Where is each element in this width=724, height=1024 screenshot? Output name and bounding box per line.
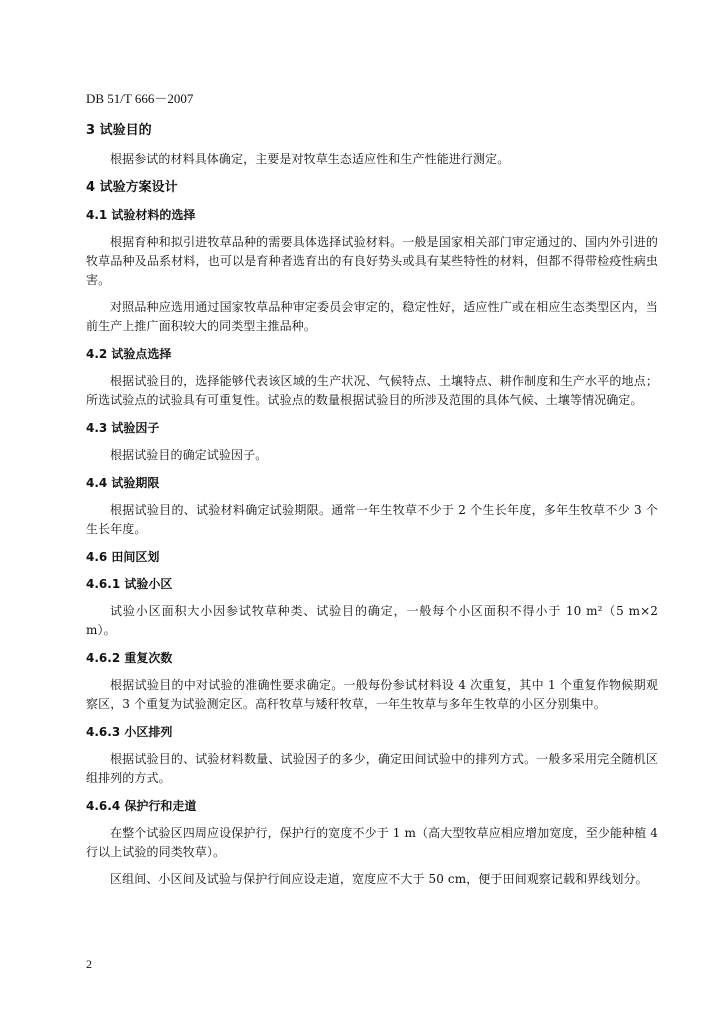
subsection-heading: 4.6.1 试验小区 [86, 577, 173, 591]
paragraph: 根据参试的材料具体确定，主要是对牧草生态适应性和生产性能进行测定。 [110, 152, 510, 166]
paragraph: 根据试验目的，选择能够代表该区域的生产状况、气候特点、土壤特点、耕作制度和生产水平的地点；所选试验点的试验具有可重复性。试验点的数量根据试验目的所涉及范围的具体气候、土壤等情况确定。 [86, 374, 658, 407]
paragraph: 根据试验目的中对试验的准确性要求确定。一般每份参试材料设 4 次重复，其中 1 个重复作物候期观察区，3 个重复为试验测定区。高秆牧草与矮秆牧草，一年生牧草与多年生牧草的小区分别集中。 [86, 678, 658, 711]
paragraph: 根据试验目的、试验材料数量、试验因子的多少，确定田间试验中的排列方式。一般多采用完全随机区组排列的方式。 [86, 752, 658, 785]
paragraph: 试验小区面积大小因参试牧草种类、试验目的确定，一般每个小区面积不得小于 10 m²（5 m×2 m）。 [86, 604, 658, 637]
subsection-heading: 4.6.4 保护行和走道 [86, 799, 197, 813]
section-heading: 4 试验方案设计 [86, 180, 178, 195]
subsection-heading: 4.1 试验材料的选择 [86, 208, 196, 222]
subsection-heading: 4.6.3 小区排列 [86, 725, 173, 739]
subsection-heading: 4.2 试验点选择 [86, 347, 172, 361]
section-heading: 3 试验目的 [86, 123, 152, 138]
subsection-heading: 4.3 试验因子 [86, 421, 160, 435]
paragraph: 对照品种应选用通过国家牧草品种审定委员会审定的，稳定性好，适应性广或在相应生态类型区内，当前生产上推广面积较大的同类型主推品种。 [86, 300, 658, 333]
paragraph: 在整个试验区四周应设保护行，保护行的宽度不少于 1 m（高大型牧草应相应增加宽度，至少能种植 4 行以上试验的同类牧草）。 [86, 826, 658, 859]
page-number: 2 [86, 957, 92, 971]
paragraph: 区组间、小区间及试验与保护行间应设走道，宽度应不大于 50 cm，便于田间观察记载和界线划分。 [110, 872, 648, 886]
subsection-heading: 4.4 试验期限 [86, 476, 160, 490]
paragraph: 根据育种和拟引进牧草品种的需要具体选择试验材料。一般是国家相关部门审定通过的、国内外引进的牧草品种及品系材料，也可以是育种者选育出的有良好势头或具有某些特性的材料，但都不得带检疫性病虫害。 [86, 235, 658, 287]
paragraph: 根据试验目的、试验材料确定试验期限。通常一年生牧草不少于 2 个生长年度，多年生牧草不少 3 个生长年度。 [86, 503, 658, 536]
document-code: DB 51/T 666－2007 [86, 91, 194, 106]
subsection-heading: 4.6 田间区划 [86, 550, 160, 564]
subsection-heading: 4.6.2 重复次数 [86, 651, 173, 665]
paragraph: 根据试验目的确定试验因子。 [110, 448, 268, 462]
document-body [86, 112, 658, 897]
